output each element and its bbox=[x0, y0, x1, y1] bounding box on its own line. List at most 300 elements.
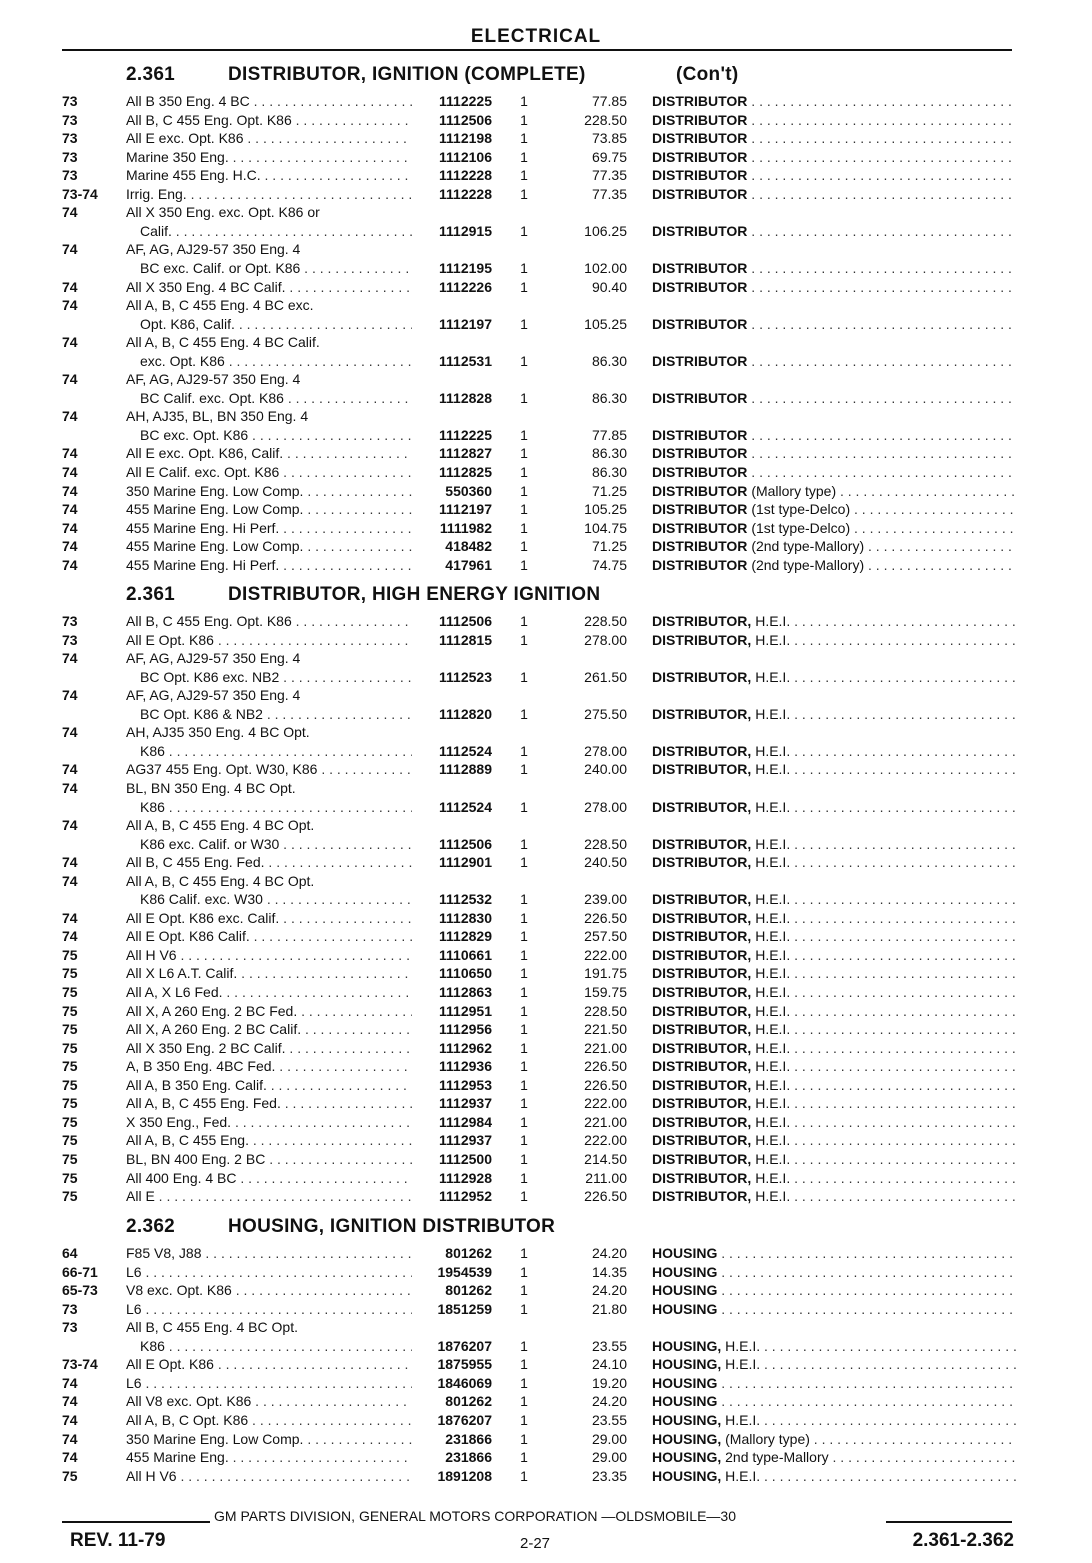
quantity: 1 bbox=[520, 1393, 528, 1410]
model-year: 75 bbox=[62, 1132, 78, 1149]
application-text: L6 . . . bbox=[126, 1374, 456, 1392]
price: 24.10 bbox=[591, 1356, 627, 1373]
part-number: 1954539 bbox=[412, 1263, 492, 1281]
model-year: 73 bbox=[62, 148, 78, 165]
model-year: 75 bbox=[62, 946, 78, 963]
price: 222.00 bbox=[584, 1132, 627, 1149]
model-year: 74 bbox=[62, 278, 78, 295]
model-year: 75 bbox=[62, 1169, 78, 1186]
part-note: H.E.I. bbox=[755, 928, 791, 945]
price: 74.75 bbox=[591, 556, 627, 573]
parts-row-continued bbox=[62, 816, 1022, 834]
part-description bbox=[652, 463, 1016, 481]
part-description bbox=[652, 668, 1016, 686]
model-year: 75 bbox=[62, 1188, 78, 1205]
application-text: All E . . . bbox=[126, 1187, 456, 1205]
parts-row bbox=[62, 1448, 1022, 1466]
quantity: 1 bbox=[520, 278, 528, 295]
part-name: DISTRIBUTOR bbox=[652, 130, 748, 147]
parts-row bbox=[62, 166, 1022, 184]
part-number: 1112962 bbox=[412, 1039, 492, 1057]
price: 159.75 bbox=[584, 984, 627, 1000]
part-name: DISTRIBUTOR, bbox=[652, 1002, 752, 1019]
price: 228.50 bbox=[584, 111, 627, 128]
application-text: 350 Marine Eng. Low Comp. . . . bbox=[126, 482, 456, 500]
model-year: 74 bbox=[62, 482, 78, 499]
price: 278.00 bbox=[584, 798, 627, 815]
quantity: 1 bbox=[520, 148, 528, 165]
quantity: 1 bbox=[520, 928, 528, 945]
application-text: BC exc. Calif. or Opt. K86 . . . bbox=[140, 259, 470, 277]
part-name: HOUSING bbox=[652, 1300, 718, 1317]
part-name: HOUSING bbox=[652, 1263, 718, 1280]
parts-row bbox=[62, 1392, 1022, 1410]
price: 211.00 bbox=[585, 1169, 627, 1186]
quantity: 1 bbox=[520, 1132, 528, 1149]
part-name: DISTRIBUTOR bbox=[652, 93, 748, 109]
price: 228.50 bbox=[584, 1002, 627, 1019]
part-note: H.E.I. bbox=[755, 798, 791, 815]
parts-row bbox=[62, 668, 1022, 686]
part-number: 1112863 bbox=[412, 983, 492, 1001]
part-name: HOUSING, bbox=[652, 1356, 722, 1373]
part-number: 1112937 bbox=[412, 1094, 492, 1112]
part-number: 1112228 bbox=[412, 185, 492, 203]
part-name: DISTRIBUTOR bbox=[652, 482, 748, 499]
part-name: DISTRIBUTOR, bbox=[652, 742, 752, 759]
part-name: DISTRIBUTOR, bbox=[652, 1058, 752, 1075]
quantity: 1 bbox=[520, 1449, 528, 1466]
section-title: DISTRIBUTOR, HIGH ENERGY IGNITION bbox=[228, 584, 601, 605]
part-note: H.E.I. bbox=[755, 1169, 791, 1186]
quantity: 1 bbox=[520, 130, 528, 147]
part-description bbox=[652, 1263, 1016, 1281]
price: 77.85 bbox=[591, 93, 627, 109]
application-text: All B, C 455 Eng. Opt. K86 . . . bbox=[126, 111, 456, 129]
part-number: 231866 bbox=[412, 1448, 492, 1466]
quantity: 1 bbox=[520, 1356, 528, 1373]
part-number: 1112106 bbox=[412, 148, 492, 166]
part-note: H.E.I. bbox=[755, 668, 791, 685]
model-year: 74 bbox=[62, 1411, 78, 1428]
application-text: K86 Calif. exc. W30 . . . bbox=[140, 890, 470, 908]
part-description bbox=[652, 1169, 1016, 1187]
part-number: 1112500 bbox=[412, 1150, 492, 1168]
application-text: All H V6 . . . bbox=[126, 1467, 456, 1485]
part-number: 801262 bbox=[412, 1392, 492, 1410]
part-note: H.E.I. bbox=[755, 984, 791, 1000]
application-text: All A, B, C 455 Eng. Fed. . . . bbox=[126, 1094, 456, 1112]
part-number: 1112225 bbox=[412, 426, 492, 444]
header-rule bbox=[62, 49, 1012, 51]
model-year: 74 bbox=[62, 1430, 78, 1447]
part-description bbox=[652, 835, 1016, 853]
part-number: 1112506 bbox=[412, 612, 492, 630]
part-name: DISTRIBUTOR bbox=[652, 148, 748, 165]
part-number: 1112815 bbox=[412, 631, 492, 649]
part-name: DISTRIBUTOR bbox=[652, 222, 748, 239]
part-number: 1112953 bbox=[412, 1076, 492, 1094]
parts-row bbox=[62, 482, 1022, 500]
part-note: H.E.I. bbox=[755, 1076, 791, 1093]
model-year: 74 bbox=[62, 538, 78, 555]
section-continued-label: (Con't) bbox=[676, 64, 739, 85]
model-year: 73 bbox=[62, 130, 78, 147]
application-text: All E Opt. K86 exc. Calif. . . . bbox=[126, 909, 456, 927]
part-note: H.E.I. bbox=[755, 1113, 791, 1130]
application-text: BL, BN 350 Eng. 4 BC Opt. bbox=[126, 779, 296, 796]
part-description bbox=[652, 1131, 1016, 1149]
parts-row bbox=[62, 278, 1022, 296]
footer-rule-left bbox=[62, 1521, 210, 1523]
part-description bbox=[652, 1039, 1016, 1057]
application-text: All A, B, C 455 Eng. 4 BC Calif. bbox=[126, 334, 320, 351]
part-name: DISTRIBUTOR bbox=[652, 259, 748, 276]
parts-row-continued bbox=[62, 1318, 1022, 1336]
quantity: 1 bbox=[520, 1467, 528, 1484]
part-description bbox=[652, 1057, 1016, 1075]
price: 226.50 bbox=[584, 909, 627, 926]
model-year: 74 bbox=[62, 650, 78, 667]
parts-row-continued bbox=[62, 872, 1022, 890]
part-number: 1112523 bbox=[412, 668, 492, 686]
application-text: All A, B, C 455 Eng. 4 BC Opt. bbox=[126, 817, 315, 834]
application-text: All X L6 A.T. Calif. . . . bbox=[126, 964, 456, 982]
part-name: DISTRIBUTOR bbox=[652, 538, 748, 555]
part-number: 1112197 bbox=[412, 500, 492, 518]
application-text: 350 Marine Eng. Low Comp. . . . bbox=[126, 1430, 456, 1448]
part-name: DISTRIBUTOR, bbox=[652, 761, 752, 778]
part-note: (1st type-Delco) bbox=[751, 519, 851, 536]
quantity: 1 bbox=[520, 1169, 528, 1186]
part-name: DISTRIBUTOR bbox=[652, 426, 748, 443]
price: 240.00 bbox=[584, 761, 627, 778]
part-description bbox=[652, 444, 1016, 462]
part-number: 1112506 bbox=[412, 111, 492, 129]
parts-row bbox=[62, 742, 1022, 760]
price: 228.50 bbox=[584, 835, 627, 852]
part-description bbox=[652, 129, 1016, 147]
parts-row bbox=[62, 1002, 1022, 1020]
part-name: DISTRIBUTOR bbox=[652, 111, 748, 128]
part-name: HOUSING, bbox=[652, 1430, 722, 1447]
page-header-title: ELECTRICAL bbox=[470, 26, 602, 47]
price: 226.50 bbox=[584, 1188, 627, 1205]
application-text: K86 exc. Calif. or W30 . . . bbox=[140, 835, 470, 853]
part-description bbox=[652, 1374, 1016, 1392]
application-text: All X 350 Eng. exc. Opt. K86 or bbox=[126, 204, 320, 221]
application-text: L6 . . . bbox=[126, 1300, 456, 1318]
model-year: 74 bbox=[62, 854, 78, 871]
part-name: DISTRIBUTOR bbox=[652, 167, 748, 184]
part-note: (Mallory type) bbox=[725, 1430, 810, 1447]
section-range: 2.361-2.362 bbox=[912, 1530, 1014, 1551]
quantity: 1 bbox=[520, 482, 528, 499]
part-description bbox=[652, 1448, 1016, 1466]
part-note: H.E.I. bbox=[725, 1337, 761, 1354]
quantity: 1 bbox=[520, 519, 528, 536]
price: 77.35 bbox=[591, 185, 627, 202]
part-number: 1112952 bbox=[412, 1187, 492, 1205]
parts-row bbox=[62, 1263, 1022, 1281]
application-text: BL, BN 400 Eng. 2 BC . . . bbox=[126, 1150, 456, 1168]
part-number: 1112225 bbox=[412, 92, 492, 110]
application-text: AF, AG, AJ29-57 350 Eng. 4 bbox=[126, 241, 301, 258]
part-number: 418482 bbox=[412, 537, 492, 555]
part-description bbox=[652, 1392, 1016, 1410]
part-description bbox=[652, 964, 1016, 982]
part-note: H.E.I. bbox=[755, 1002, 791, 1019]
part-number: 1112226 bbox=[412, 278, 492, 296]
application-text: All H V6 . . . bbox=[126, 946, 456, 964]
part-description bbox=[652, 760, 1016, 778]
part-description bbox=[652, 631, 1016, 649]
model-year: 74 bbox=[62, 761, 78, 778]
part-name: HOUSING bbox=[652, 1245, 718, 1261]
part-description bbox=[652, 853, 1016, 871]
model-year: 75 bbox=[62, 1467, 78, 1484]
application-text: All A, X L6 Fed. . . . bbox=[126, 983, 456, 1001]
parts-row bbox=[62, 1020, 1022, 1038]
parts-row bbox=[62, 1337, 1022, 1355]
quantity: 1 bbox=[520, 854, 528, 871]
part-number: 1110650 bbox=[412, 964, 492, 982]
quantity: 1 bbox=[520, 1374, 528, 1391]
price: 14.35 bbox=[591, 1263, 627, 1280]
application-text: AG37 455 Eng. Opt. W30, K86 . . . bbox=[126, 760, 456, 778]
application-text: V8 exc. Opt. K86 . . . bbox=[126, 1281, 456, 1299]
part-number: 801262 bbox=[412, 1244, 492, 1262]
quantity: 1 bbox=[520, 1430, 528, 1447]
part-number: 417961 bbox=[412, 556, 492, 574]
part-description bbox=[652, 482, 1016, 500]
parts-row bbox=[62, 426, 1022, 444]
parts-row bbox=[62, 983, 1022, 1001]
application-text: All X, A 260 Eng. 2 BC Calif. . . . bbox=[126, 1020, 456, 1038]
parts-row bbox=[62, 631, 1022, 649]
part-name: DISTRIBUTOR, bbox=[652, 1188, 752, 1205]
parts-row bbox=[62, 1057, 1022, 1075]
part-number: 1876207 bbox=[412, 1337, 492, 1355]
model-year: 74 bbox=[62, 519, 78, 536]
part-number: 1112984 bbox=[412, 1113, 492, 1131]
application-text: AF, AG, AJ29-57 350 Eng. 4 bbox=[126, 687, 301, 704]
part-number: 1112827 bbox=[412, 444, 492, 462]
application-text: BC Opt. K86 exc. NB2 . . . bbox=[140, 668, 470, 686]
part-number: 1112820 bbox=[412, 705, 492, 723]
part-name: DISTRIBUTOR, bbox=[652, 1095, 752, 1112]
part-description bbox=[652, 352, 1016, 370]
part-number: 1112228 bbox=[412, 166, 492, 184]
part-number: 1112532 bbox=[412, 890, 492, 908]
quantity: 1 bbox=[520, 835, 528, 852]
part-name: DISTRIBUTOR, bbox=[652, 1150, 752, 1167]
price: 222.00 bbox=[584, 1095, 627, 1112]
parts-row bbox=[62, 798, 1022, 816]
price: 86.30 bbox=[591, 464, 627, 480]
model-year: 74 bbox=[62, 909, 78, 926]
part-number: 1112830 bbox=[412, 909, 492, 927]
part-name: DISTRIBUTOR, bbox=[652, 668, 752, 685]
application-text: exc. Opt. K86 . . . bbox=[140, 352, 470, 370]
part-number: 550360 bbox=[412, 482, 492, 500]
part-number: 1112828 bbox=[412, 389, 492, 407]
revision-date: REV. 11-79 bbox=[70, 1530, 166, 1551]
quantity: 1 bbox=[520, 946, 528, 963]
parts-row-continued bbox=[62, 723, 1022, 741]
model-year: 74 bbox=[62, 779, 78, 796]
quantity: 1 bbox=[520, 222, 528, 239]
part-note: H.E.I. bbox=[755, 854, 791, 871]
application-text: Marine 455 Eng. H.C. . . . bbox=[126, 166, 456, 184]
part-description bbox=[652, 315, 1016, 333]
part-name: DISTRIBUTOR bbox=[652, 278, 748, 295]
parts-row-continued bbox=[62, 296, 1022, 314]
quantity: 1 bbox=[520, 705, 528, 722]
parts-row bbox=[62, 705, 1022, 723]
part-description bbox=[652, 389, 1016, 407]
part-name: DISTRIBUTOR bbox=[652, 556, 748, 573]
part-name: DISTRIBUTOR, bbox=[652, 854, 752, 871]
price: 29.00 bbox=[591, 1430, 627, 1447]
quantity: 1 bbox=[520, 1337, 528, 1354]
quantity: 1 bbox=[520, 167, 528, 184]
part-note: H.E.I. bbox=[755, 1021, 791, 1038]
application-text: All 400 Eng. 4 BC . . . bbox=[126, 1169, 456, 1187]
model-year: 65-73 bbox=[62, 1282, 98, 1299]
model-year: 75 bbox=[62, 1150, 78, 1167]
part-description bbox=[652, 983, 1016, 1001]
part-number: 1112524 bbox=[412, 742, 492, 760]
parts-row bbox=[62, 1150, 1022, 1168]
model-year: 74 bbox=[62, 408, 78, 425]
quantity: 1 bbox=[520, 185, 528, 202]
parts-row bbox=[62, 352, 1022, 370]
price: 278.00 bbox=[584, 742, 627, 759]
parts-row bbox=[62, 1467, 1022, 1485]
model-year: 73 bbox=[62, 1300, 78, 1317]
part-description bbox=[652, 537, 1016, 555]
parts-row bbox=[62, 444, 1022, 462]
parts-row bbox=[62, 463, 1022, 481]
part-description bbox=[652, 1150, 1016, 1168]
part-name: DISTRIBUTOR, bbox=[652, 798, 752, 815]
part-number: 1846069 bbox=[412, 1374, 492, 1392]
model-year: 75 bbox=[62, 1021, 78, 1038]
quantity: 1 bbox=[520, 761, 528, 778]
part-name: DISTRIBUTOR bbox=[652, 501, 748, 518]
part-number: 1112195 bbox=[412, 259, 492, 277]
parts-row bbox=[62, 1281, 1022, 1299]
quantity: 1 bbox=[520, 538, 528, 555]
parts-row-continued bbox=[62, 203, 1022, 221]
part-description bbox=[652, 927, 1016, 945]
quantity: 1 bbox=[520, 1021, 528, 1038]
application-text: BC exc. Opt. K86 . . . bbox=[140, 426, 470, 444]
part-note: (1st type-Delco) bbox=[751, 501, 851, 518]
model-year: 74 bbox=[62, 297, 78, 314]
parts-row bbox=[62, 946, 1022, 964]
model-year: 73 bbox=[62, 111, 78, 128]
parts-row bbox=[62, 1039, 1022, 1057]
application-text: 455 Marine Eng. . . . bbox=[126, 1448, 456, 1466]
price: 19.20 bbox=[591, 1374, 627, 1391]
parts-row bbox=[62, 1411, 1022, 1429]
part-name: HOUSING, bbox=[652, 1449, 722, 1466]
parts-row-continued bbox=[62, 240, 1022, 258]
model-year: 75 bbox=[62, 1058, 78, 1075]
parts-row bbox=[62, 556, 1022, 574]
part-number: 1112901 bbox=[412, 853, 492, 871]
model-year: 74 bbox=[62, 928, 78, 945]
application-text: Calif. . . . bbox=[140, 222, 470, 240]
part-note: H.E.I. bbox=[755, 1150, 791, 1167]
quantity: 1 bbox=[520, 93, 528, 109]
model-year: 75 bbox=[62, 1002, 78, 1019]
part-note: H.E.I. bbox=[725, 1467, 761, 1484]
part-note: H.E.I. bbox=[755, 631, 791, 648]
parts-row bbox=[62, 92, 1022, 110]
part-note: H.E.I. bbox=[755, 1188, 791, 1205]
part-description bbox=[652, 259, 1016, 277]
part-description bbox=[652, 612, 1016, 630]
parts-row bbox=[62, 1374, 1022, 1392]
parts-row bbox=[62, 964, 1022, 982]
application-text: All E Opt. K86 Calif. . . . bbox=[126, 927, 456, 945]
model-year: 66-71 bbox=[62, 1263, 98, 1280]
price: 239.00 bbox=[584, 891, 627, 908]
part-name: DISTRIBUTOR, bbox=[652, 705, 752, 722]
model-year: 74 bbox=[62, 687, 78, 704]
application-text: K86 . . . bbox=[140, 1337, 470, 1355]
application-text: All B, C 455 Eng. 4 BC Opt. bbox=[126, 1319, 298, 1336]
price: 23.35 bbox=[591, 1467, 627, 1484]
application-text: All B, C 455 Eng. Opt. K86 . . . bbox=[126, 612, 456, 630]
model-year: 75 bbox=[62, 1095, 78, 1112]
model-year: 73 bbox=[62, 1319, 78, 1336]
model-year: 74 bbox=[62, 1449, 78, 1466]
part-description bbox=[652, 1094, 1016, 1112]
model-year: 73 bbox=[62, 631, 78, 648]
application-text: All A, B, C 455 Eng. 4 BC Opt. bbox=[126, 872, 315, 889]
model-year: 74 bbox=[62, 464, 78, 480]
model-year: 75 bbox=[62, 984, 78, 1000]
part-description bbox=[652, 278, 1016, 296]
model-year: 74 bbox=[62, 501, 78, 518]
price: 222.00 bbox=[584, 946, 627, 963]
application-text: AH, AJ35, BL, BN 350 Eng. 4 bbox=[126, 408, 309, 425]
parts-row bbox=[62, 835, 1022, 853]
price: 257.50 bbox=[584, 928, 627, 945]
model-year: 75 bbox=[62, 1076, 78, 1093]
model-year: 74 bbox=[62, 817, 78, 834]
model-year: 74 bbox=[62, 445, 78, 462]
quantity: 1 bbox=[520, 1282, 528, 1299]
price: 29.00 bbox=[591, 1449, 627, 1466]
section-number: 2.361 bbox=[126, 64, 176, 85]
price: 86.30 bbox=[591, 389, 627, 406]
part-description bbox=[652, 426, 1016, 444]
part-name: DISTRIBUTOR, bbox=[652, 946, 752, 963]
part-description bbox=[652, 1355, 1016, 1373]
price: 214.50 bbox=[584, 1150, 627, 1167]
application-text: BC Calif. exc. Opt. K86 . . . bbox=[140, 389, 470, 407]
parts-row bbox=[62, 1430, 1022, 1448]
model-year: 73-74 bbox=[62, 185, 98, 202]
quantity: 1 bbox=[520, 1188, 528, 1205]
parts-row bbox=[62, 519, 1022, 537]
part-description bbox=[652, 519, 1016, 537]
